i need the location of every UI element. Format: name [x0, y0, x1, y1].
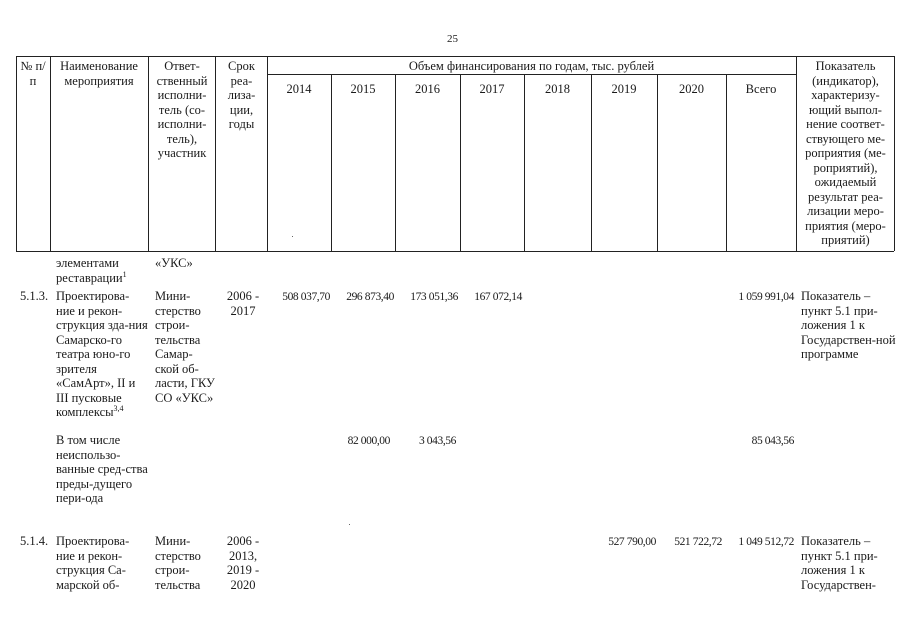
row-unused-name: В том числе неиспользо-ванные сред-ства преды-дущего пери-ода	[56, 433, 148, 505]
header-year-2018: 2018	[545, 82, 570, 96]
scan-speck	[292, 236, 293, 237]
row-unused-2015: 82 000,00	[347, 435, 390, 447]
row-514-name: Проектирова-ние и рекон-струкция Са-марской об-	[56, 534, 130, 592]
col-divider-2015	[395, 74, 396, 251]
row-unused-total: 85 043,56	[751, 435, 794, 447]
row-513-name: Проектирова-ние и рекон-струкция зда-ния Самарско-го театра юно-го зрителя «СамАрт», II и III пусковые комплексы$^{3,4}$	[56, 289, 148, 419]
row-514-2020: 521 722,72	[674, 536, 722, 548]
col-divider-total	[796, 56, 797, 251]
col-divider-name	[148, 56, 149, 251]
col-divider-2016	[460, 74, 461, 251]
header-term: Срок реа-лиза-ции, годы	[227, 59, 256, 131]
row-514-2019: 527 790,00	[608, 536, 656, 548]
header-indicator: Показатель (индикатор), характеризу-ющий выпол-нение соответ-ствующего ме-роприятия (ме-роприятий), ожидаемый результат реа-лизации меро-приятия (меро-приятий)	[805, 59, 886, 247]
row-514-indicator: Показатель – пункт 5.1 при-ложения 1 к Государствен-	[801, 534, 878, 592]
row-514-number: 5.1.4.	[20, 534, 49, 548]
header-total: Всего	[745, 82, 777, 96]
header-name: Наименование мероприятия	[60, 59, 138, 88]
col-divider-resp	[215, 56, 216, 251]
table-right-border	[894, 56, 895, 251]
continuation-responsible: «УКС»	[155, 256, 193, 270]
continuation-name: элементами реставрации$^1$	[56, 256, 127, 285]
col-divider-2020	[726, 74, 727, 251]
row-514-term: 2006 - 2013, 2019 - 2020	[226, 534, 260, 592]
col-divider-2014	[331, 74, 332, 251]
table-left-border	[16, 56, 17, 251]
row-514-responsible: Мини-стерство строи-тельства	[155, 534, 201, 592]
header-responsible: Ответ-ственный исполни-тель (со-исполни-тель), участник	[156, 59, 208, 160]
row-513-term: 2006 - 2017	[226, 289, 260, 318]
header-year-2019: 2019	[611, 82, 637, 96]
row-513-number: 5.1.3.	[20, 289, 49, 303]
col-divider-2018	[591, 74, 592, 251]
row-unused-2016: 3 043,56	[418, 435, 456, 447]
row-513-responsible: Мини-стерство строи-тельства Самар-ской об-ласти, ГКУ СО «УКС»	[155, 289, 215, 405]
table-header-bottom-border	[16, 251, 894, 252]
funding-header-underline	[267, 74, 796, 75]
row-513-2014: 508 037,70	[282, 291, 330, 303]
header-year-2015: 2015	[350, 82, 376, 96]
row-513-indicator: Показатель – пункт 5.1 при-ложения 1 к Государствен-ной программе	[801, 289, 896, 361]
scan-speck	[349, 524, 350, 525]
col-divider-num	[50, 56, 51, 251]
row-513-2016: 173 051,36	[410, 291, 458, 303]
col-divider-2017	[524, 74, 525, 251]
header-year-2017: 2017	[479, 82, 505, 96]
row-513-total: 1 059 991,04	[738, 291, 794, 303]
row-513-2017: 167 072,14	[474, 291, 522, 303]
page-number: 25	[447, 33, 458, 45]
col-divider-2019	[657, 74, 658, 251]
header-funding: Объем финансирования по годам, тыс. рублей	[408, 59, 655, 73]
header-year-2014: 2014	[286, 82, 312, 96]
header-year-2020: 2020	[679, 82, 704, 96]
row-513-2015: 296 873,40	[346, 291, 394, 303]
header-num: № п/п	[20, 59, 46, 88]
row-514-total: 1 049 512,72	[738, 536, 794, 548]
header-year-2016: 2016	[415, 82, 440, 96]
